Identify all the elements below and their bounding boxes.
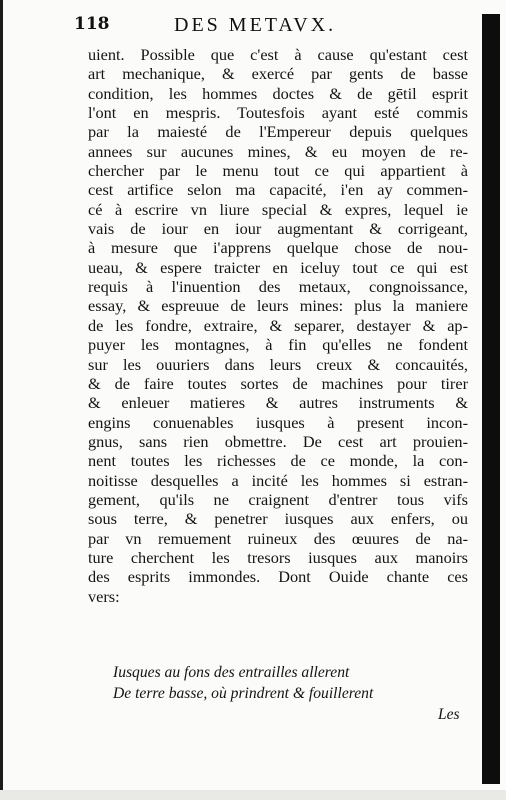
page-bottom-edge [0,790,506,800]
text-line: des esprits immondes. Dont Ouide chante ces [88,567,468,587]
text-line: gement, qu'ils ne craignent d'entrer tous vifs [88,489,468,509]
text-line: l'ont en mespris. Toutesfois ayant esté commis [88,103,468,123]
text-line: art mechanique, & exercé par gents de basse [88,64,468,84]
text-line: cé à escrire vn liure special & expres, lequel ie [88,199,468,219]
text-line: puyer les montagnes, à fin qu'elles ne fondent [88,335,468,355]
text-line: vais de iour en iour augmentant & corrigeant, [88,219,468,239]
binding-gutter [482,14,500,784]
text-line: par la maiesté de l'Empereur depuis quelques [88,122,468,142]
text-line: uient. Possible que c'est à cause qu'estant cest [88,45,468,64]
text-line: chercher par le menu tout ce qui appartient à [88,161,468,181]
page-number: 118 [74,14,110,34]
text-line: & enleuer matieres & autres instruments & [88,393,468,413]
text-line: condition, les hommes doctes & de gētil esprit [88,83,468,103]
text-line: noitisse desquelles a incité les hommes si estran- [88,470,468,490]
verse-line: Iusques au fons des entrailles allerent [113,664,350,681]
text-line: requis à l'inuention des metaux, congnoissance, [88,277,468,297]
text-line: par vn remuement ruineux des œuures de na- [88,528,468,548]
text-line: nent toutes les richesses de ce monde, la con- [88,451,468,471]
text-line: annees sur aucunes mines, & eu moyen de re- [88,141,468,161]
catchword: Les [438,706,460,723]
text-line: vers: [88,586,120,606]
verse-quotation [113,662,453,704]
text-line: essay, & espreuue de leurs mines: plus la maniere [88,296,468,316]
text-line: de les fondre, extraire, & separer, destayer & ap- [88,315,468,335]
text-line: sur les ouuriers dans leurs creux & concauités, [88,354,468,374]
text-line: à mesure que i'apprens quelque chose de nou- [88,238,468,258]
page-header [74,14,474,40]
page-left-edge [0,0,3,800]
verse-line: De terre basse, où prindrent & fouillerent [113,685,374,702]
body-text [88,45,468,606]
text-line: sous terre, & penetrer iusques aux enfers, ou [88,509,468,529]
text-line: ture cherchent les tresors iusques aux manoirs [88,547,468,567]
text-line: engins conuenables iusques à present incon- [88,412,468,432]
running-title: DES METAVX. [174,14,337,36]
text-line: & de faire toutes sortes de machines pour tirer [88,373,468,393]
text-line: cest artifice selon ma capacité, i'en ay commen- [88,180,468,200]
text-line: gnus, sans rien obmettre. De cest art prouien- [88,431,468,451]
text-line: ueau, & espere traicter en iceluy tout ce qui est [88,257,468,277]
